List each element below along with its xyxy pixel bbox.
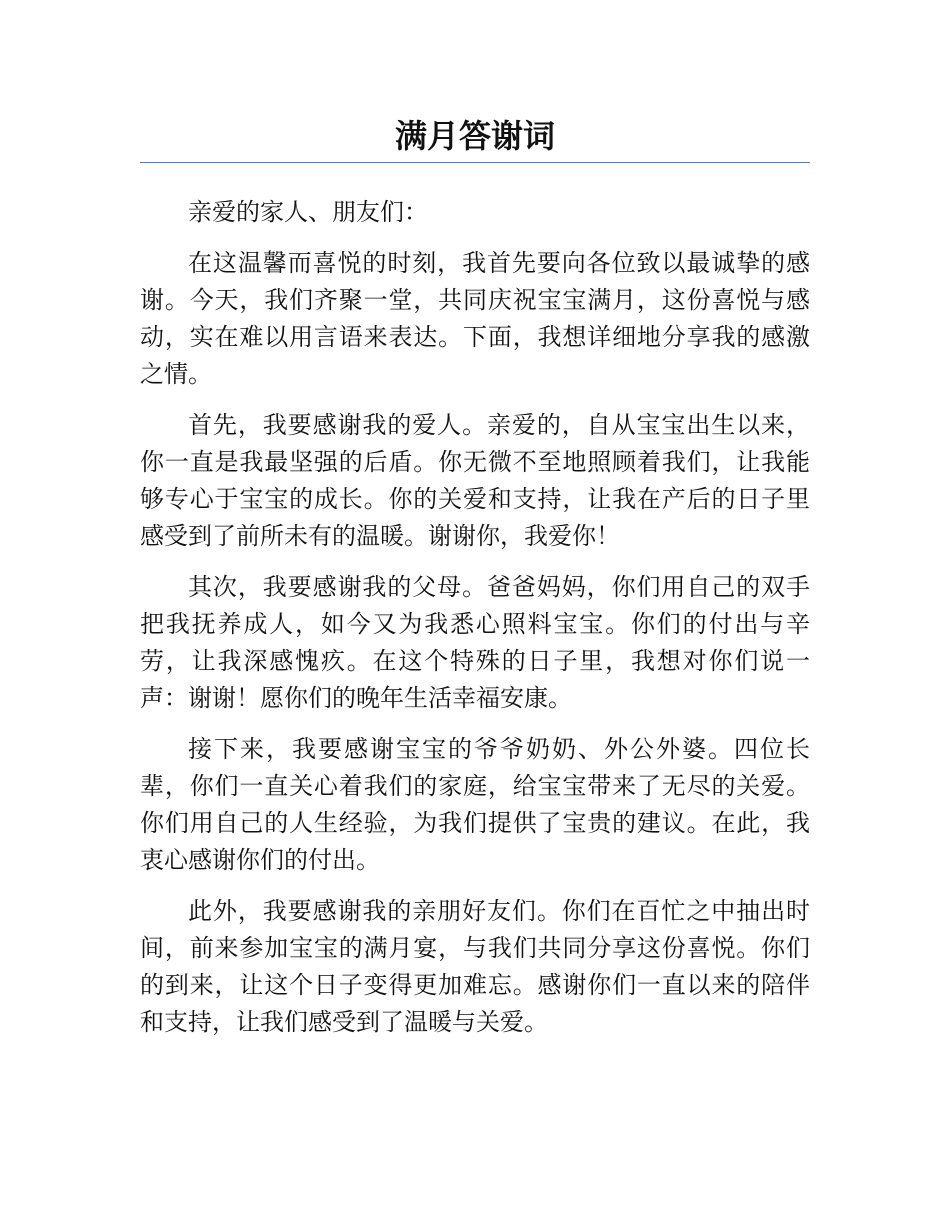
thanks-spouse-paragraph: 首先，我要感谢我的爱人。亲爱的，自从宝宝出生以来，你一直是我最坚强的后盾。你无微不至地照顾着我们，让我能够专心于宝宝的成长。你的关爱和支持，让我在产后的日子里感受到了前所未有的温暖。谢谢你，我爱你！ xyxy=(140,411,810,550)
document-title: 满月答谢词 xyxy=(394,117,555,155)
document-body xyxy=(140,194,810,1055)
thanks-parents-paragraph: 其次，我要感谢我的父母。爸爸妈妈，你们用自己的双手把我抚养成人，如今又为我悉心照料宝宝。你们的付出与辛劳，让我深感愧疚。在这个特殊的日子里，我想对你们说一声：谢谢！愿你们的晚年生活幸福安康。 xyxy=(140,573,810,712)
salutation-paragraph: 亲爱的家人、朋友们： xyxy=(188,198,428,226)
thanks-grandparents-paragraph: 接下来，我要感谢宝宝的爷爷奶奶、外公外婆。四位长辈，你们一直关心着我们的家庭，给宝宝带来了无尽的关爱。你们用自己的人生经验，为我们提供了宝贵的建议。在此，我衷心感谢你们的付出。 xyxy=(140,735,810,874)
title-underline xyxy=(140,162,810,163)
thanks-friends-paragraph: 此外，我要感谢我的亲朋好友们。你们在百忙之中抽出时间，前来参加宝宝的满月宴，与我们共同分享这份喜悦。你们的到来，让这个日子变得更加难忘。感谢你们一直以来的陪伴和支持，让我们感受到了温暖与关爱。 xyxy=(140,897,810,1036)
intro-paragraph: 在这温馨而喜悦的时刻，我首先要向各位致以最诚挚的感谢。今天，我们齐聚一堂，共同庆祝宝宝满月，这份喜悦与感动，实在难以用言语来表达。下面，我想详细地分享我的感激之情。 xyxy=(140,249,810,388)
